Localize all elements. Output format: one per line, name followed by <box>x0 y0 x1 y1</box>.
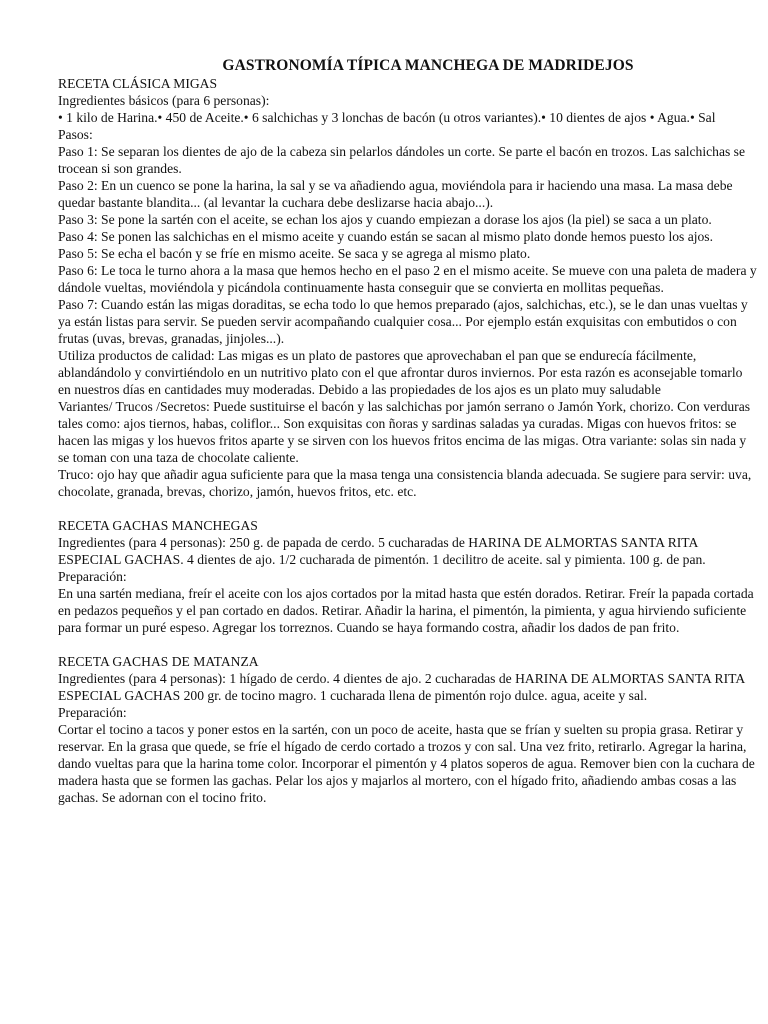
matanza-prep-label: Preparación: <box>58 705 127 720</box>
migas-trick: Truco: ojo hay que añadir agua suficiente para que la masa tenga una consistencia blanda adecuada. Se sugiere para servir: uva, chocolate, granada, brevas, chorizo, jamón, huevos fritos, etc. etc. <box>58 467 752 499</box>
migas-steps-label: Pasos: <box>58 127 93 142</box>
section-matanza <box>58 653 758 806</box>
migas-step: Paso 4: Se ponen las salchichas en el mismo aceite y cuando están se sacan al mismo plato donde hemos puesto los ajos. <box>58 229 713 244</box>
section-gap <box>58 636 758 653</box>
migas-step: Paso 2: En un cuenco se pone la harina, la sal y se va añadiendo agua, moviéndola para ir haciendo una masa. La masa debe quedar bastante blandita... (al levantar la cuchara debe deslizarse hacia abajo...). <box>58 178 733 210</box>
matanza-prep: Cortar el tocino a tacos y poner estos en la sartén, con un poco de aceite, hasta que se frían y suelten su propia grasa. Retirar y reservar. En la grasa que quede, se fríe el hígado de cerdo cortado a trozos y con sal. Una vez frito, retirarlo. Agregar la harina, dando vueltas para que la harina tome color. Incorporar el pimentón y 4 platos soperos de agua. Remover bien con la cuchara de madera hasta que se formen las gachas. Pelar los ajos y majarlos al mortero, con el hígado frito, añadiendo ambas cosas a las gachas. Se adornan con el tocino frito. <box>58 722 755 805</box>
matanza-heading: RECETA GACHAS DE MATANZA <box>58 654 259 669</box>
gachas-prep: En una sartén mediana, freír el aceite con los ajos cortados por la mitad hasta que estén dorados. Retirar. Freír la papada cortada en pedazos pequeños y el pan cortado en dados. Retirar. Añadir la harina, el pimentón, la pimienta, y agua hirviendo suficiente para formar un puré espeso. Agregar los torreznos. Cuando se haya formando costra, añadir los dados de pan frito. <box>58 586 754 635</box>
migas-step: Paso 3: Se pone la sartén con el aceite, se echan los ajos y cuando empiezan a dorase los ajos (la piel) se saca a un plato. <box>58 212 712 227</box>
gachas-heading: RECETA GACHAS MANCHEGAS <box>58 518 258 533</box>
migas-step: Paso 5: Se echa el bacón y se fríe en mismo aceite. Se saca y se agrega al mismo plato. <box>58 246 531 261</box>
migas-quality-note: Utiliza productos de calidad: Las migas es un plato de pastores que aprovechaban el pan que se endurecía fácilmente, ablandándolo y convirtiéndolo en un nutritivo plato con el que afrontar duros inviernos. Por esta razón es aconsejable tomarlo en nuestros días en cantidades muy moderadas. Debido a las propiedades de los ajos es un plato muy saludable <box>58 348 743 397</box>
section-gap <box>58 500 758 517</box>
document-title: GASTRONOMÍA TÍPICA MANCHEGA DE MADRIDEJOS <box>222 57 634 74</box>
migas-ingredients-label: Ingredientes básicos (para 6 personas): <box>58 93 270 108</box>
gachas-prep-label: Preparación: <box>58 569 127 584</box>
migas-ingredients: • 1 kilo de Harina.• 450 de Aceite.• 6 salchichas y 3 lonchas de bacón (u otros variantes).• 10 dientes de ajos • Agua.• Sal <box>58 110 716 125</box>
migas-step: Paso 6: Le toca le turno ahora a la masa que hemos hecho en el paso 2 en el mismo aceite. Se mueve con una paleta de madera y dándole vueltas, moviéndola y picándola continuamente hasta conseguir que se convierta en mollitas pequeñas. <box>58 263 757 295</box>
matanza-ingredients: Ingredientes (para 4 personas): 1 hígado de cerdo. 4 dientes de ajo. 2 cucharadas de HARINA DE ALMORTAS SANTA RITA ESPECIAL GACHAS 200 gr. de tocino magro. 1 cucharada llena de pimentón rojo dulce. agua, aceite y sal. <box>58 671 745 703</box>
migas-step: Paso 1: Se separan los dientes de ajo de la cabeza sin pelarlos dándoles un corte. Se parte el bacón en trozos. Las salchichas se trocean si son grandes. <box>58 144 746 176</box>
migas-variants: Variantes/ Trucos /Secretos: Puede sustituirse el bacón y las salchichas por jamón serrano o Jamón York, chorizo. Con verduras tales como: ajos tiernos, habas, coliflor... Son exquisitas con ñoras y sardinas saladas ya curadas. Migas con huevos fritos: se hacen las migas y los huevos fritos aparte y se sirven con los huevos fritos encima de las migas. Otra variante: solas sin nada y se toman con una taza de chocolate caliente. <box>58 399 751 465</box>
document-page <box>58 56 758 806</box>
gachas-ingredients: Ingredientes (para 4 personas): 250 g. de papada de cerdo. 5 cucharadas de HARINA DE ALMORTAS SANTA RITA ESPECIAL GACHAS. 4 dientes de ajo. 1/2 cucharada de pimentón. 1 decilitro de aceite. sal y pimienta. 100 g. de pan. <box>58 535 706 567</box>
migas-heading: RECETA CLÁSICA MIGAS <box>58 76 218 91</box>
section-migas <box>58 75 758 500</box>
migas-step: Paso 7: Cuando están las migas doraditas, se echa todo lo que hemos preparado (ajos, salchichas, etc.), se le dan unas vueltas y ya están listas para servir. Se pueden servir acompañando cualquier cosa... Por ejemplo están exquisitas con embutidos o con frutas (uvas, brevas, granadas, jinjoles...). <box>58 297 748 346</box>
section-gachas <box>58 517 758 636</box>
